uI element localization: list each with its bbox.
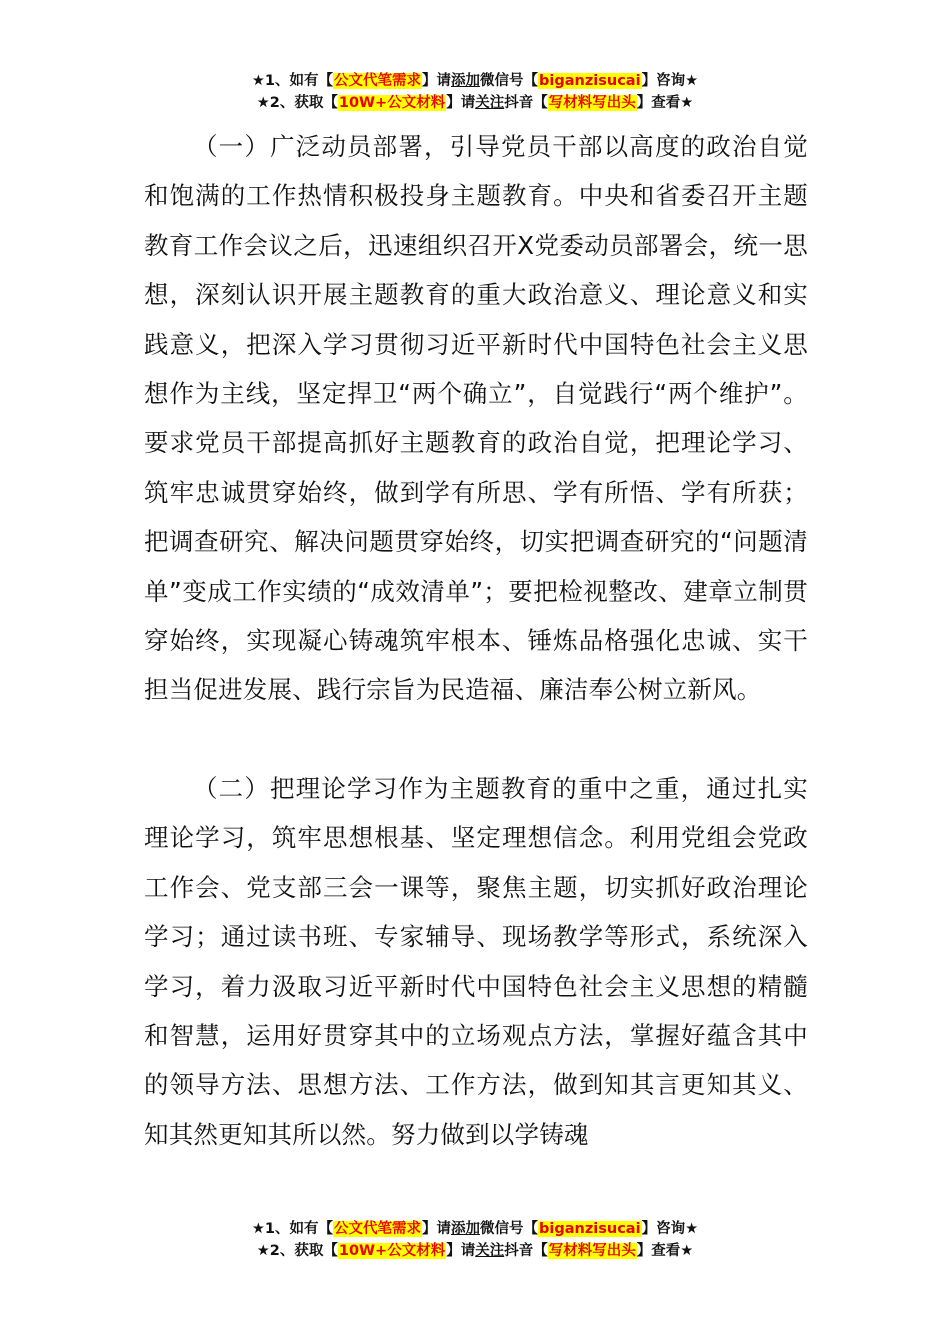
banner-text: 微信号【: [480, 1221, 539, 1237]
banner-line-1: [0, 70, 950, 92]
paragraph-spacer: [144, 715, 808, 764]
banner-text: 抖音【: [504, 95, 548, 111]
banner-underline: 关注: [475, 1243, 505, 1259]
banner-highlight: biganzisucai: [539, 1221, 641, 1237]
document-body: [144, 122, 808, 1159]
banner-text: 微信号【: [480, 73, 539, 89]
banner-underline: 关注: [475, 95, 505, 111]
banner-highlight: 写材料写出头: [548, 95, 636, 111]
banner-text: 】查看★: [636, 95, 694, 111]
banner-text: 】查看★: [636, 1243, 694, 1259]
banner-text: 】请: [446, 95, 476, 111]
header-banner: [0, 70, 950, 114]
banner-highlight: 10W+公文材料: [338, 95, 446, 111]
banner-line-2: [0, 1240, 950, 1262]
paragraph-1: （一）广泛动员部署，引导党员干部以高度的政治自觉和饱满的工作热情积极投身主题教育。中央和省委召开主题教育工作会议之后，迅速组织召开X党委动员部署会，统一思想，深刻认识开展主题教育的重大政治意义、理论意义和实践意义，把深入学习贯彻习近平新时代中国特色社会主义思想作为主线，坚定捍卫“两个确立”，自觉践行“两个维护”。要求党员干部提高抓好主题教育的政治自觉，把理论学习、筑牢忠诚贯穿始终，做到学有所思、学有所悟、学有所获；把调查研究、解决问题贯穿始终，切实把调查研究的“问题清单”变成工作实绩的“成效清单”；要把检视整改、建章立制贯穿始终，实现凝心铸魂筑牢根本、锤炼品格强化忠诚、实干担当促进发展、践行宗旨为民造福、廉洁奉公树立新风。: [144, 132, 808, 705]
banner-text: 】请: [422, 1221, 452, 1237]
banner-highlight: biganzisucai: [539, 73, 641, 89]
banner-highlight: 写材料写出头: [548, 1243, 636, 1259]
banner-text: 】请: [446, 1243, 476, 1259]
banner-highlight: 公文代笔需求: [334, 73, 422, 89]
banner-text: ★2、获取【: [256, 95, 338, 111]
banner-text: 】请: [422, 73, 452, 89]
banner-underline: 添加: [451, 73, 481, 89]
banner-highlight: 公文代笔需求: [334, 1221, 422, 1237]
banner-underline: 添加: [451, 1221, 481, 1237]
banner-text: ★1、如有【: [251, 73, 334, 89]
banner-text: 抖音【: [504, 1243, 548, 1259]
banner-text: 】咨询★: [641, 73, 699, 89]
paragraph-2: （二）把理论学习作为主题教育的重中之重，通过扎实理论学习，筑牢思想根基、坚定理想信念。利用党组会党政工作会、党支部三会一课等，聚焦主题，切实抓好政治理论学习；通过读书班、专家辅导、现场教学等形式，系统深入学习，着力汲取习近平新时代中国特色社会主义思想的精髓和智慧，运用好贯穿其中的立场观点方法，掌握好蕴含其中的领导方法、思想方法、工作方法，做到知其言更知其义、知其然更知其所以然。努力做到以学铸魂: [144, 773, 808, 1149]
banner-text: ★1、如有【: [251, 1221, 334, 1237]
banner-line-2: [0, 92, 950, 114]
footer-banner: [0, 1218, 950, 1262]
banner-text: 】咨询★: [641, 1221, 699, 1237]
banner-line-1: [0, 1218, 950, 1240]
banner-text: ★2、获取【: [256, 1243, 338, 1259]
banner-highlight: 10W+公文材料: [338, 1243, 446, 1259]
